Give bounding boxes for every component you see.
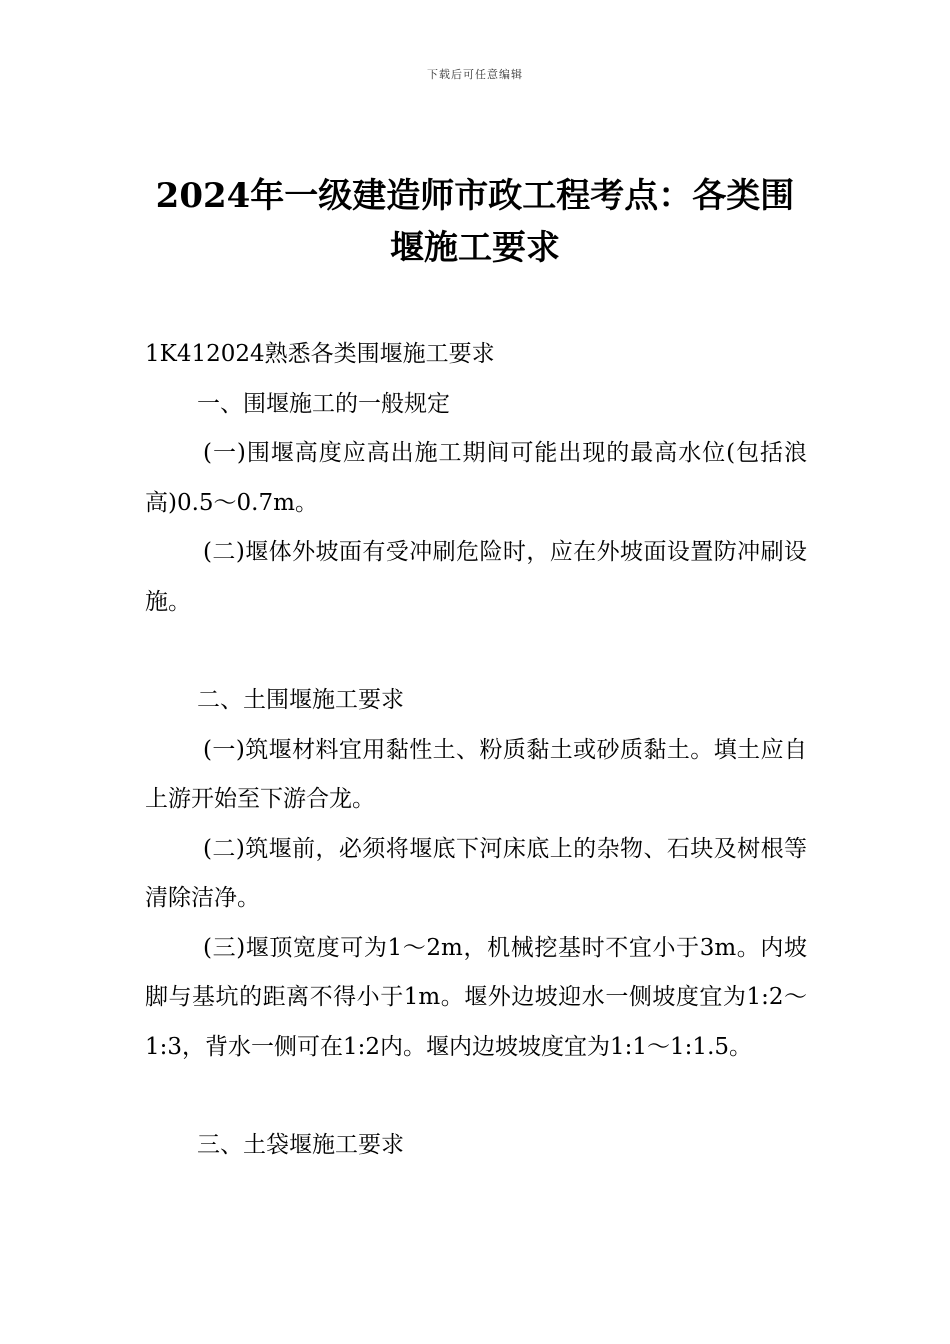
section-2-item-3: (三)堰顶宽度可为1～2m，机械挖基时不宜小于3m。内坡脚与基坑的距离不得小于1m。堰外边坡迎水一侧坡度宜为1:2～1:3，背水一侧可在1:2内。堰内边坡坡度宜为1:1～1:1.5。 bbox=[145, 934, 807, 1060]
section-1-item-2: (二)堰体外坡面有受冲刷危险时，应在外坡面设置防冲刷设施。 bbox=[145, 539, 807, 615]
section-1-heading: 一、围堰施工的一般规定 bbox=[197, 390, 450, 417]
document-title: 2024年一级建造师市政工程考点：各类围堰施工要求 bbox=[155, 176, 795, 268]
section-2-item-1: (一)筑堰材料宜用黏性土、粉质黏土或砂质黏土。填土应自上游开始至下游合龙。 bbox=[145, 736, 807, 812]
header-note: 下载后可任意编辑 bbox=[427, 68, 523, 81]
section-2-item-2: (二)筑堰前，必须将堰底下河床底上的杂物、石块及树根等清除洁净。 bbox=[145, 835, 807, 911]
paragraph-gap bbox=[145, 1072, 807, 1121]
document-body bbox=[145, 330, 807, 1171]
paragraph-gap bbox=[145, 627, 807, 676]
section-1-item-1: (一)围堰高度应高出施工期间可能出现的最高水位(包括浪高)0.5～0.7m。 bbox=[145, 440, 807, 516]
section-3-heading: 三、土袋堰施工要求 bbox=[197, 1132, 404, 1158]
code-line: 1K412024熟悉各类围堰施工要求 bbox=[145, 341, 495, 367]
section-2-heading: 二、土围堰施工要求 bbox=[197, 687, 404, 713]
